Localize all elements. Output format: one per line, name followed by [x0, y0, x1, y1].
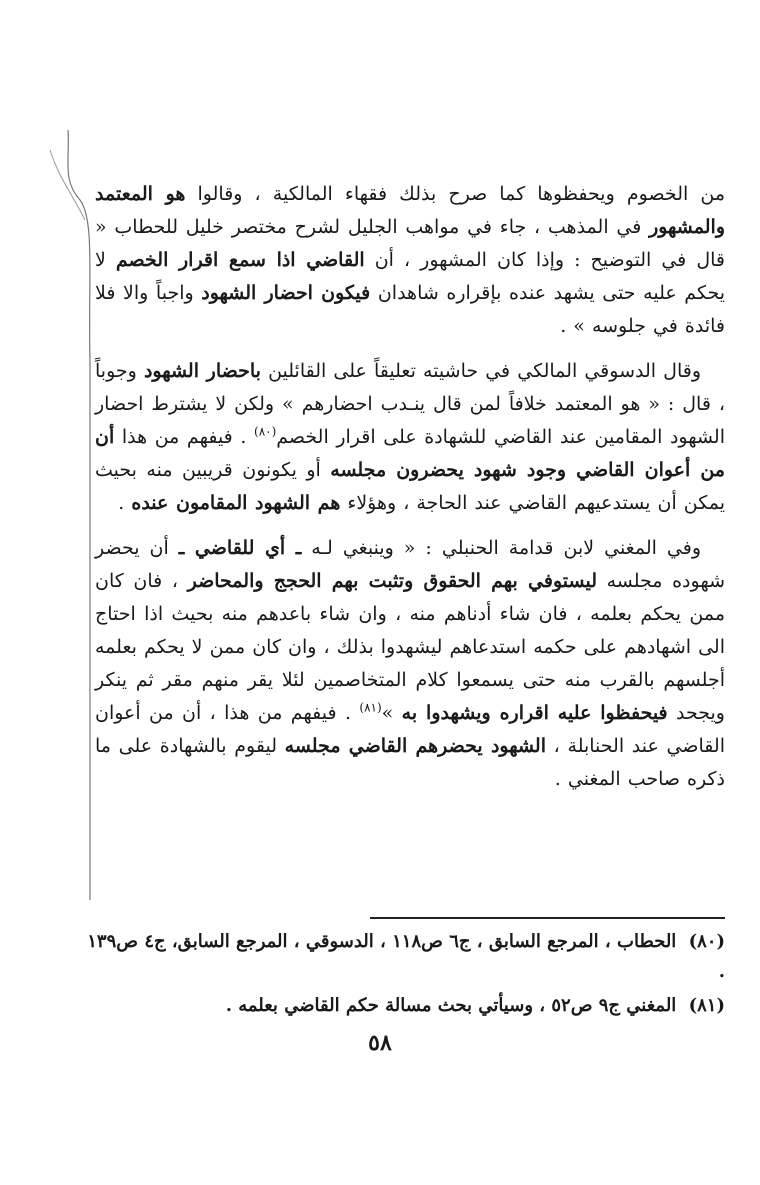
text-segment: وفي المغني لابن قدامة الحنبلي : « وينبغي لـه [301, 537, 702, 559]
text-segment-bold: هم الشهود المقامون عنده [131, 492, 341, 514]
footnote-text: الحطاب ، المرجع السابق ، ج٦ ص١١٨ ، الدسوقي ، المرجع السابق، ج٤ ص١٣٩ . [87, 931, 725, 982]
text-segment-bold: فيحفظوا عليه اقراره ويشهدوا به [401, 702, 668, 724]
text-segment-bold: ـ أي للقاضي ـ [178, 537, 302, 559]
text-segment-bold: باحضار الشهود [143, 360, 261, 382]
footnote-text: المغني ج٩ ص٥٢ ، وسيأتي بحث مسالة حكم القاضي بعلمه . [225, 995, 677, 1016]
paragraph-2 [95, 355, 725, 520]
footnote-number: (٨١) [688, 995, 725, 1016]
text-segment: وقال الدسوقي المالكي في حاشيته تعليقاً على القائلين [260, 360, 701, 382]
text-segment-bold: القاضي اذا سمع اقرار الخصم [115, 249, 365, 271]
footnote-reference: (٨٠) [254, 424, 277, 439]
footnote-80 [80, 927, 725, 987]
text-segment: أو يكونون قريبين منه بحيث يمكن أن يستدعيهم القاضي عند الحاجة ، وهؤلاء [95, 459, 725, 514]
page-number: ٥٨ [368, 1030, 392, 1056]
text-segment: في المذهب ، جاء في مواهب الجليل لشرح مختصر خليل للحطاب « قال في التوضيح : وإذا كان المشهور ، أن [95, 216, 725, 271]
text-segment-bold: أن من أعوان القاضي وجود شهود يحضرون مجلسه [95, 426, 725, 481]
text-segment-bold: هو المعتمد والمشهور [95, 183, 725, 238]
body-text [95, 178, 725, 796]
text-segment: ليقوم بالشهادة على ما ذكره صاحب المغني . [95, 735, 725, 790]
paragraph-3 [95, 532, 725, 796]
text-segment: . [118, 492, 132, 514]
text-segment: أن يحضر شهوده مجلسه [95, 537, 726, 592]
text-segment: لا يحكم عليه حتى يشهد عنده بإقراره شاهدان [95, 249, 725, 304]
text-segment: . فيفهم من هذا ، أن من أعوان القاضي عند الحنابلة ، [95, 702, 725, 757]
text-segment-bold: ليستوفي بهم الحقوق وتثبت بهم الحجج والمحاضر [187, 570, 597, 592]
footnote-81 [80, 991, 725, 1021]
text-segment: من الخصوم ويحفظوها كما صرح بذلك فقهاء المالكية ، وقالوا [185, 183, 725, 205]
footnote-separator [370, 917, 725, 919]
text-segment-bold: الشهود يحضرهم القاضي مجلسه [284, 735, 546, 757]
paragraph-1 [95, 178, 725, 343]
footnotes [80, 927, 725, 1025]
footnote-number: (٨٠) [688, 931, 725, 952]
text-segment-bold: فيكون احضار الشهود [201, 282, 371, 304]
text-segment: ، فان كان ممن يحكم بعلمه ، فان شاء أدناهم منه ، وان شاء باعدهم منه بحيث اذا احتاج الى اشهادهم على حكمه استدعاهم ليشهدوا بذلك ، وان كان ممن لا يحكم بعلمه أجلسهم بالقرب منه حتى يسمعوا كلام المتخاصمين لئلا يقر منهم مقر ثم ينكر ويجحد [95, 570, 725, 724]
text-segment: . فيفهم من هذا [114, 426, 254, 448]
text-segment: » [381, 702, 402, 724]
footnote-reference: (٨١) [359, 700, 382, 715]
text-segment: واجباً والا فلا فائدة في جلوسه » . [95, 282, 725, 337]
text-segment: وجوباً ، قال : « هو المعتمد خلافاً لمن قال ينـدب احضارهم » ولكن لا يشترط احضار الشهود المقامين عند القاضي للشهادة على اقرار الخصم [95, 360, 725, 448]
